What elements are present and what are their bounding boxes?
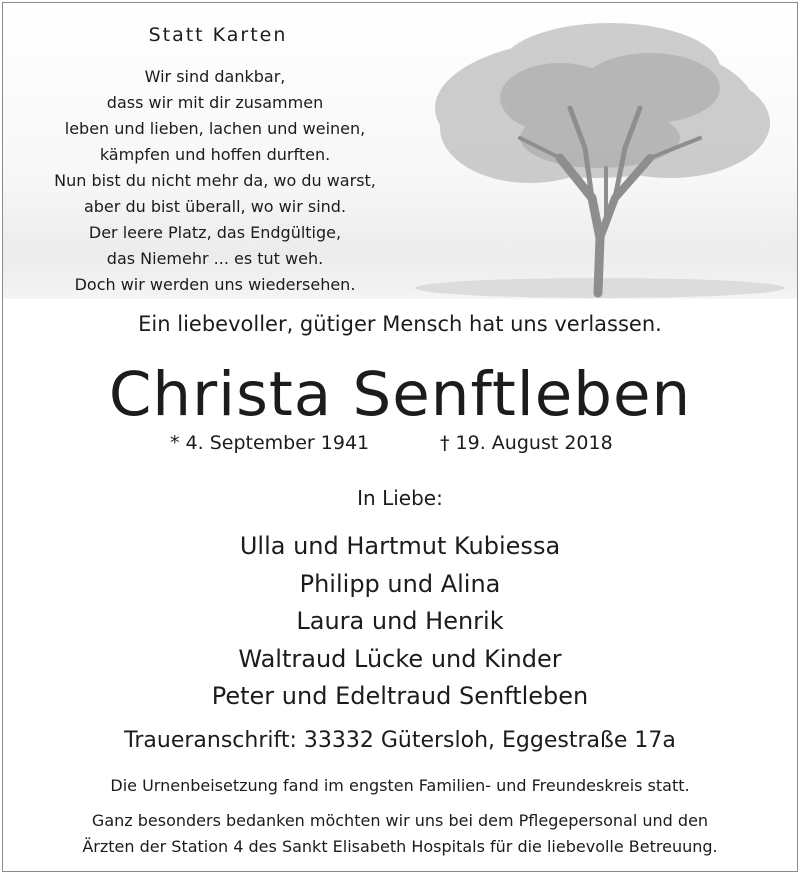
poem-line: Nun bist du nicht mehr da, wo du warst, (54, 171, 376, 190)
poem-line: das Niemehr ... es tut weh. (106, 249, 324, 268)
mourning-address: Traueranschrift: 33332 Gütersloh, Eggestraße 17a (124, 728, 676, 753)
burial-note: Die Urnenbeisetzung fand im engsten Familien- und Freundeskreis statt. (110, 776, 690, 795)
life-dates (0, 432, 800, 462)
heading-statt-karten: Statt Karten (148, 24, 288, 46)
lead-line: Ein liebevoller, gütiger Mensch hat uns verlassen. (138, 312, 662, 336)
mourner-entry: Philipp und Alina (299, 569, 501, 598)
mourners-list (0, 528, 800, 716)
death-date: † 19. August 2018 (440, 432, 613, 454)
mourner-entry: Waltraud Lücke und Kinder (238, 644, 562, 673)
poem-line: Doch wir werden uns wiedersehen. (74, 275, 356, 294)
thanks-line: Ganz besonders bedanken möchten wir uns bei dem Pflegepersonal und den (91, 811, 709, 830)
mourner-entry: Peter und Edeltraud Senftleben (211, 682, 589, 710)
poem-line: kämpfen und hoffen durften. (99, 145, 331, 164)
poem (20, 64, 410, 298)
poem-line: Der leere Platz, das Endgültige, (88, 223, 342, 242)
mourner-entry: Ulla und Hartmut Kubiessa (239, 532, 561, 560)
deceased-name: Christa Senftleben (108, 359, 692, 430)
in-love-label: In Liebe: (357, 486, 443, 510)
birth-date: * 4. September 1941 (170, 432, 370, 454)
thanks-line: Ärzten der Station 4 des Sankt Elisabeth Hospitals für die liebevolle Betreuung. (82, 837, 718, 856)
poem-line: dass wir mit dir zusammen (106, 93, 324, 112)
mourner-entry: Laura und Henrik (296, 607, 504, 635)
thanks-note (0, 808, 800, 860)
poem-line: Wir sind dankbar, (144, 67, 286, 86)
poem-line: aber du bist überall, wo wir sind. (83, 197, 347, 216)
poem-line: leben und lieben, lachen und weinen, (64, 119, 366, 138)
